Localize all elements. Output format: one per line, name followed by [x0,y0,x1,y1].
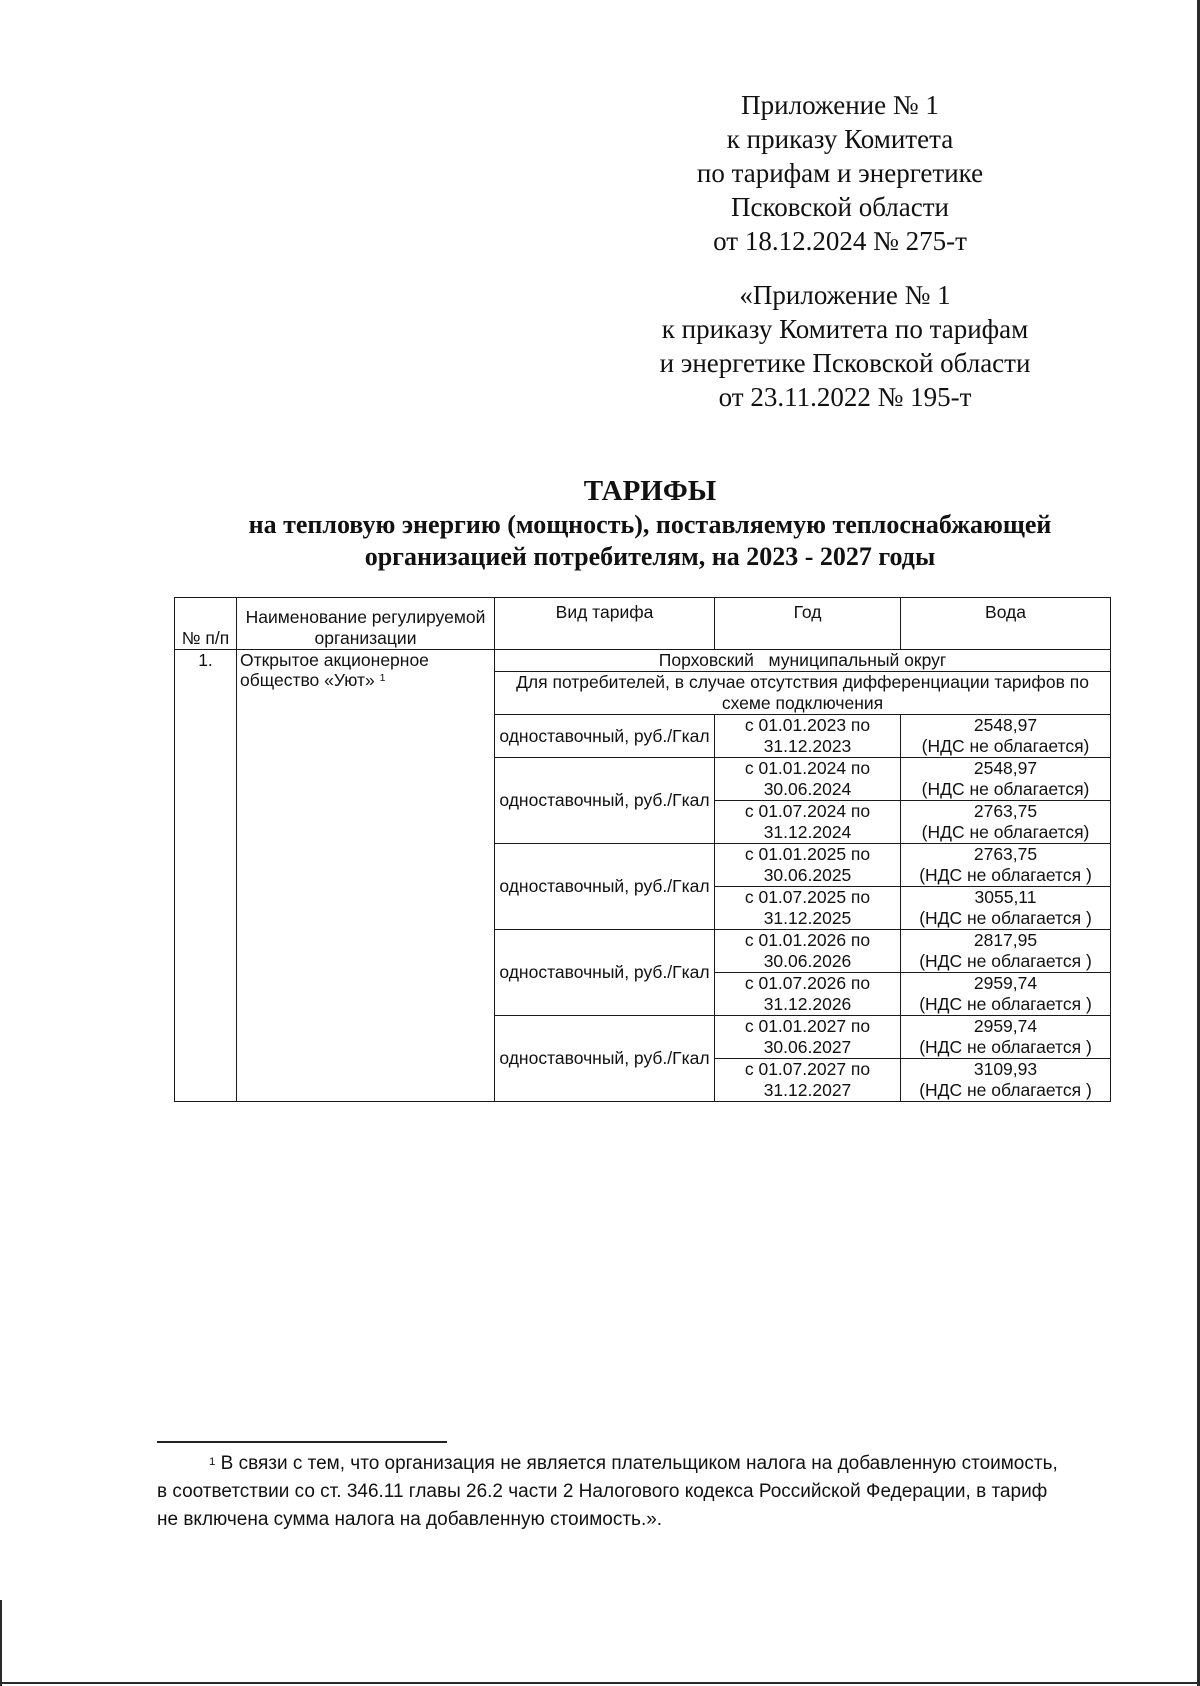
appendix-line: к приказу Комитета [726,124,954,154]
vat-note: (НДС не облагается ) [919,994,1092,1014]
tariff-value: 2959,74 [973,1016,1038,1036]
consumer-note-cell: Для потребителей, в случае отсутствия дифференциации тарифов по схеме подключения [495,672,1111,715]
appendix-line: Псковской области [730,192,949,222]
appendix-line: от 18.12.2024 № 275-т [713,226,967,256]
appendix-header-current [640,88,1040,258]
table-header-row [175,598,1111,650]
footnote-mark: 1 [209,1456,216,1468]
document-title [100,473,1200,573]
water-tariff [901,887,1111,930]
period: с 01.01.2027 по 30.06.2027 [715,1016,901,1059]
water-tariff [901,1016,1111,1059]
vat-note: (НДС не облагается) [921,822,1090,842]
footnote [157,1450,1137,1534]
footnote-line [157,1450,1137,1478]
water-tariff [901,930,1111,973]
period: с 01.01.2024 по 30.06.2024 [715,758,901,801]
appendix-line: к приказу Комитета по тарифам [661,314,1029,344]
title-sub-line: на тепловую энергию (мощность), поставляемую теплоснабжающей [248,510,1052,539]
water-tariff [901,973,1111,1016]
footnote-mark: 1 [379,672,386,684]
header-num: № п/п [175,598,237,650]
appendix-line: Приложение № 1 [741,90,939,120]
footnote-separator [157,1441,447,1443]
tariff-type: одноставочный, руб./Гкал [495,844,715,930]
appendix-line: от 23.11.2022 № 195-т [718,382,972,412]
appendix-line: и энергетике Псковской области [659,348,1031,378]
period: с 01.01.2026 по 30.06.2026 [715,930,901,973]
vat-note: (НДС не облагается ) [919,1037,1092,1057]
footnote-line: не включена сумма налога на добавленную стоимость.». [157,1509,663,1530]
tariff-type: одноставочный, руб./Гкал [495,1016,715,1102]
period: с 01.07.2026 по 31.12.2026 [715,973,901,1016]
page-edge [0,1682,1200,1684]
title-main: ТАРИФЫ [583,475,717,507]
water-tariff [901,758,1111,801]
vat-note: (НДС не облагается ) [919,1080,1092,1100]
vat-note: (НДС не облагается ) [919,865,1092,885]
org-name: Открытое акционерное общество «Уют» [240,650,429,690]
water-tariff [901,801,1111,844]
district-cell: Порховский муниципальный округ [495,650,1111,672]
tariff-value: 2763,75 [973,844,1038,864]
period: с 01.07.2027 по 31.12.2027 [715,1059,901,1102]
header-year: Год [715,598,901,650]
vat-note: (НДС не облагается) [921,736,1090,756]
footnote-line: в соответствии со ст. 346.11 главы 26.2 части 2 Налогового кодекса Российской Федерации, в тариф [157,1481,1048,1502]
tariff-type: одноставочный, руб./Гкал [495,758,715,844]
appendix-line: «Приложение № 1 [739,280,951,310]
footnote-text: В связи с тем, что организация не является плательщиком налога на добавленную стоимость, [220,1453,1058,1474]
tariff-type: одноставочный, руб./Гкал [495,715,715,758]
tariff-value: 2548,97 [973,715,1038,735]
vat-note: (НДС не облагается) [921,779,1090,799]
tariff-type: одноставочный, руб./Гкал [495,930,715,1016]
header-type: Вид тарифа [495,598,715,650]
tariffs-table [174,597,1111,1102]
period: с 01.01.2023 по 31.12.2023 [715,715,901,758]
org-name-cell [237,650,495,1102]
period: с 01.07.2025 по 31.12.2025 [715,887,901,930]
header-org: Наименование регулируемой организации [237,598,495,650]
water-tariff [901,1059,1111,1102]
water-tariff [901,844,1111,887]
tariff-value: 2959,74 [973,973,1038,993]
title-sub-line: организацией потребителям, на 2023 - 2027 годы [364,542,936,571]
period: с 01.01.2025 по 30.06.2025 [715,844,901,887]
tariff-value: 2548,97 [973,758,1038,778]
row-number: 1. [175,650,237,1102]
vat-note: (НДС не облагается ) [919,908,1092,928]
tariff-value: 3109,93 [973,1059,1038,1079]
table-row [175,650,1111,672]
tariff-value: 2763,75 [973,801,1038,821]
appendix-header-previous [620,278,1070,414]
water-tariff [901,715,1111,758]
appendix-line: по тарифам и энергетике [696,158,984,188]
tariff-value: 3055,11 [974,887,1037,907]
vat-note: (НДС не облагается ) [919,951,1092,971]
period: с 01.07.2024 по 31.12.2024 [715,801,901,844]
page-edge [0,1600,2,1686]
header-water: Вода [901,598,1111,650]
tariff-value: 2817,95 [973,930,1038,950]
